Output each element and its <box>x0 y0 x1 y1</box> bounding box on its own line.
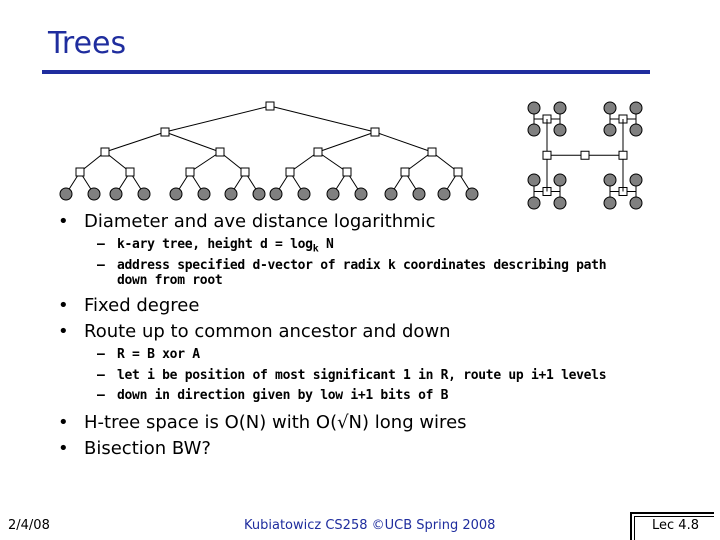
tree-leaf-node <box>170 188 182 200</box>
tree-edge <box>318 132 375 152</box>
tree-leaf-node <box>110 188 122 200</box>
tree-leaf-node <box>438 188 450 200</box>
sub-bullet-text: let i be position of most significant 1 in R, route up i+1 levels <box>117 368 607 383</box>
tree-edge <box>165 106 270 132</box>
sub-bullet-text: down from root <box>117 273 223 288</box>
sub-bullet-tail: N <box>318 237 334 252</box>
tree-edge <box>375 132 432 152</box>
bullet-text: Route up to common ancestor and down <box>84 321 451 342</box>
bullet-route <box>58 321 451 342</box>
h-tree-leaf-node <box>630 174 642 186</box>
bullet-htree <box>58 412 467 433</box>
dash-glyph: – <box>97 258 105 273</box>
bullet-fixed-degree <box>58 295 199 316</box>
bullet-glyph: • <box>58 412 69 433</box>
sub-bullet-text: address specified d-vector of radix k coordinates describing path <box>117 258 607 273</box>
tree-leaf-node <box>253 188 265 200</box>
dash-glyph: – <box>97 237 105 252</box>
bullet-text: Diameter and ave distance logarithmic <box>84 211 436 232</box>
h-tree-diagram <box>528 102 642 209</box>
tree-switch-node <box>371 128 379 136</box>
h-tree-leaf-node <box>528 124 540 136</box>
sub-bullet-text: down in direction given by low i+1 bits of B <box>117 388 449 403</box>
h-tree-switch-node <box>543 151 551 159</box>
subscript-k: k <box>312 243 319 255</box>
tree-switch-node <box>76 168 84 176</box>
tree-switch-node <box>314 148 322 156</box>
dash-glyph: – <box>97 368 105 383</box>
tree-switch-node <box>266 102 274 110</box>
tree-edge <box>165 132 220 152</box>
slide-title: Trees <box>48 26 127 61</box>
sub-bullet-xor <box>97 347 200 362</box>
tree-leaf-node <box>138 188 150 200</box>
k-ary-tree-diagram <box>60 102 478 200</box>
bullet-glyph: • <box>58 295 69 316</box>
h-tree-switch-node <box>619 151 627 159</box>
h-tree-leaf-node <box>528 197 540 209</box>
h-tree-leaf-node <box>604 174 616 186</box>
dash-glyph: – <box>97 347 105 362</box>
tree-edge <box>270 106 375 132</box>
tree-leaf-node <box>355 188 367 200</box>
tree-switch-node <box>454 168 462 176</box>
bullet-bisection <box>58 438 211 459</box>
h-tree-leaf-node <box>554 197 566 209</box>
tree-switch-node <box>101 148 109 156</box>
h-tree-leaf-node <box>554 174 566 186</box>
sub-bullet-text: R = B xor A <box>117 347 200 362</box>
tree-leaf-node <box>270 188 282 200</box>
bullet-text: H-tree space is O(N) with O(√N) long wires <box>84 412 467 433</box>
tree-switch-node <box>161 128 169 136</box>
sub-bullet-address-cont <box>117 273 222 288</box>
tree-leaf-node <box>298 188 310 200</box>
h-tree-leaf-node <box>604 124 616 136</box>
bullet-diameter <box>58 211 436 232</box>
tree-leaf-node <box>198 188 210 200</box>
footer-date: 2/4/08 <box>8 518 50 533</box>
tree-switch-node <box>401 168 409 176</box>
sub-bullet-kary <box>97 237 334 255</box>
h-tree-leaf-node <box>528 102 540 114</box>
tree-leaf-node <box>225 188 237 200</box>
bullet-text: Bisection BW? <box>84 438 211 459</box>
bullet-glyph: • <box>58 211 69 232</box>
h-tree-leaf-node <box>604 102 616 114</box>
tree-leaf-node <box>88 188 100 200</box>
h-tree-leaf-node <box>630 102 642 114</box>
sub-bullet-msb <box>97 368 606 383</box>
bullet-text: Fixed degree <box>84 295 200 316</box>
tree-leaf-node <box>385 188 397 200</box>
dash-glyph: – <box>97 388 105 403</box>
sub-bullet-address <box>97 258 606 273</box>
footer-course: Kubiatowicz CS258 ©UCB Spring 2008 <box>244 518 496 533</box>
tree-switch-node <box>241 168 249 176</box>
sub-bullet-text: k-ary tree, height d = log <box>117 237 313 252</box>
bullet-glyph: • <box>58 438 69 459</box>
h-tree-leaf-node <box>630 197 642 209</box>
tree-switch-node <box>216 148 224 156</box>
bullet-glyph: • <box>58 321 69 342</box>
h-tree-leaf-node <box>630 124 642 136</box>
h-tree-leaf-node <box>528 174 540 186</box>
tree-leaf-node <box>327 188 339 200</box>
sub-bullet-down <box>97 388 448 403</box>
h-tree-root-node <box>581 151 589 159</box>
h-tree-leaf-node <box>604 197 616 209</box>
tree-switch-node <box>286 168 294 176</box>
tree-switch-node <box>186 168 194 176</box>
tree-switch-node <box>126 168 134 176</box>
tree-switch-node <box>428 148 436 156</box>
tree-leaf-node <box>413 188 425 200</box>
page-number: Lec 4.8 <box>652 518 699 533</box>
tree-leaf-node <box>466 188 478 200</box>
tree-leaf-node <box>60 188 72 200</box>
tree-edge <box>105 132 165 152</box>
h-tree-leaf-node <box>554 102 566 114</box>
tree-switch-node <box>343 168 351 176</box>
h-tree-leaf-node <box>554 124 566 136</box>
